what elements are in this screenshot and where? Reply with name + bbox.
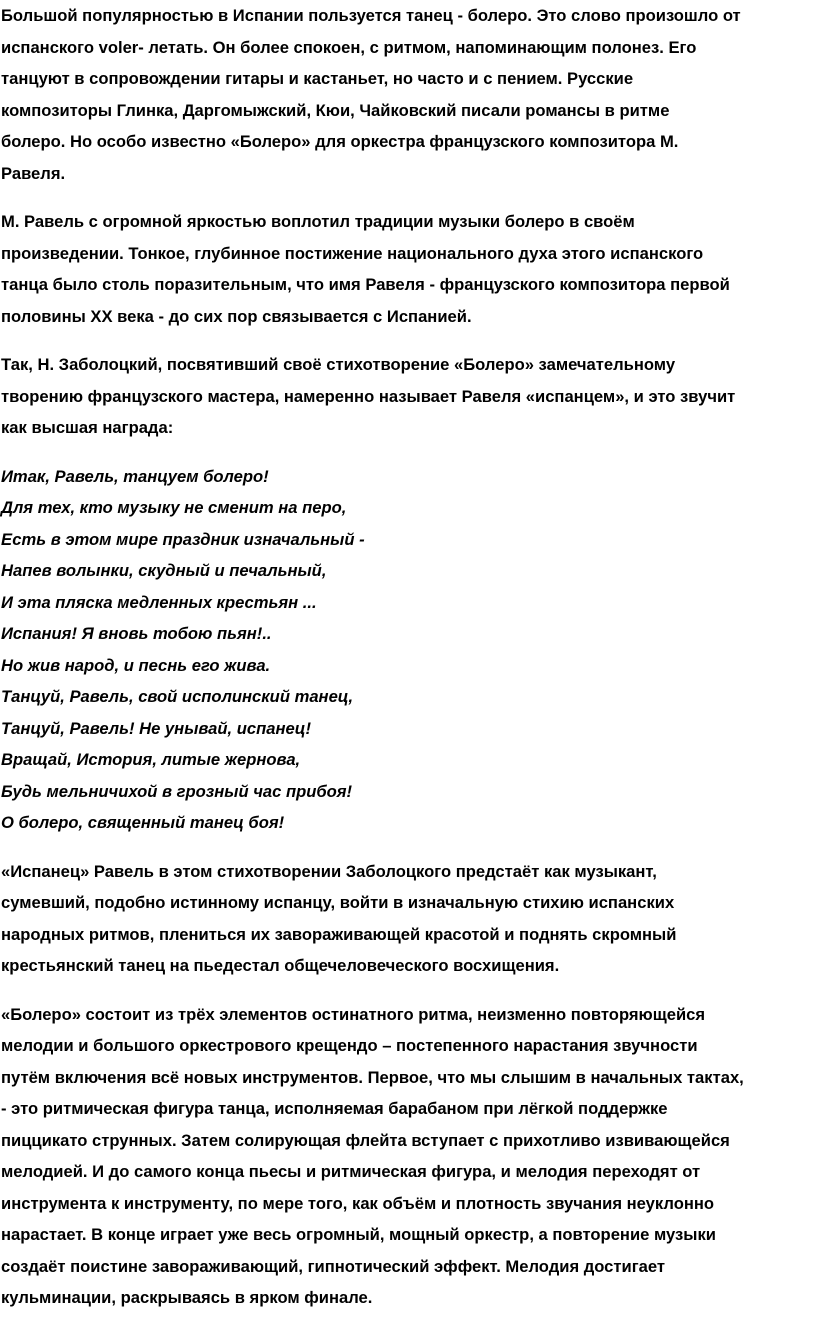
paragraph-bolero-structure (1, 999, 813, 1314)
text-line: кульминации, раскрываясь в ярком финале. (1, 1288, 373, 1307)
poem-stanza (1, 461, 813, 839)
poem-line: Будь мельничихой в грозный час прибоя! (1, 781, 353, 801)
poem-line: Но жив народ, и песнь его жива. (1, 655, 271, 675)
text-line: пиццикато струнных. Затем солирующая флейта вступает с прихотливо извивающейся (1, 1130, 730, 1150)
paragraph-ravel (1, 206, 813, 332)
text-line: «Испанец» Равель в этом стихотворении Заболоцкого предстаёт как музыкант, (1, 861, 657, 881)
text-line: творению французского мастера, намеренно называет Равеля «испанцем», и это звучит (1, 386, 736, 406)
text-line: испанского voler- летать. Он более спокоен, с ритмом, напоминающим полонез. Его (1, 37, 697, 57)
text-line: Большой популярностью в Испании пользуется танец - болеро. Это слово произошло от (1, 6, 741, 25)
poem-line: Танцуй, Равель! Не унывай, испанец! (1, 718, 311, 738)
poem-line: Испания! Я вновь тобою пьян!.. (1, 624, 272, 643)
poem-line: Вращай, История, литые жернова, (1, 750, 301, 769)
text-line: крестьянский танец на пьедестал общечеловеческого восхищения. (1, 956, 560, 975)
text-line: произведении. Тонкое, глубинное постижение национального духа этого испанского (1, 243, 704, 263)
text-line: танцуют в сопровождении гитары и кастаньет, но часто и с пением. Русские (1, 69, 634, 88)
poem-line: Для тех, кто музыку не сменит на перо, (1, 498, 347, 517)
paragraph-zabolotsky (1, 349, 813, 444)
text-line: инструмента к инструменту, по мере того, как объём и плотность звучания неуклонно (1, 1193, 715, 1213)
text-line: как высшая награда: (1, 418, 174, 437)
text-line: нарастает. В конце играет уже весь огромный, мощный оркестр, а повторение музыки (1, 1225, 716, 1244)
text-line: мелодии и большого оркестрового крещендо – постепенного нарастания звучности (1, 1036, 698, 1055)
text-line: Так, Н. Заболоцкий, посвятивший своё стихотворение «Болеро» замечательному (1, 355, 676, 374)
paragraph-spaniard (1, 856, 813, 982)
text-line: «Болеро» состоит из трёх элементов остинатного ритма, неизменно повторяющейся (1, 1004, 706, 1024)
text-line: Равеля. (1, 163, 66, 183)
text-line: композиторы Глинка, Даргомыжский, Кюи, Чайковский писали романсы в ритме (1, 100, 670, 120)
text-line: путём включения всё новых инструментов. Первое, что мы слышим в начальных тактах, (1, 1067, 744, 1087)
text-line: половины XX века - до сих пор связывается с Испанией. (1, 306, 472, 326)
text-line: создаёт поистине завораживающий, гипнотический эффект. Мелодия достигает (1, 1256, 666, 1276)
poem-line: И эта пляска медленных крестьян ... (1, 592, 317, 612)
text-line: танца было столь поразительным, что имя Равеля - французского композитора первой (1, 275, 730, 294)
text-line: - это ритмическая фигура танца, исполняемая барабаном при лёгкой поддержке (1, 1099, 668, 1118)
paragraph-bolero-intro (1, 0, 813, 189)
text-line: М. Равель с огромной яркостью воплотил традиции музыки болеро в своём (1, 212, 635, 231)
text-line: сумевший, подобно истинному испанцу, войти в изначальную стихию испанских (1, 893, 675, 912)
poem-line: Итак, Равель, танцуем болеро! (1, 466, 269, 486)
poem-line: О болеро, священный танец боя! (1, 813, 285, 832)
text-line: народных ритмов, плениться их завораживающей красотой и поднять скромный (1, 924, 677, 944)
poem-line: Есть в этом мире праздник изначальный - (1, 529, 365, 549)
text-line: болеро. Но особо известно «Болеро» для оркестра французского композитора М. (1, 132, 679, 151)
document-page (1, 0, 813, 1331)
poem-line: Танцуй, Равель, свой исполинский танец, (1, 687, 354, 706)
poem-line: Напев волынки, скудный и печальный, (1, 561, 327, 580)
text-line: мелодией. И до самого конца пьесы и ритмическая фигура, и мелодия переходят от (1, 1162, 701, 1181)
